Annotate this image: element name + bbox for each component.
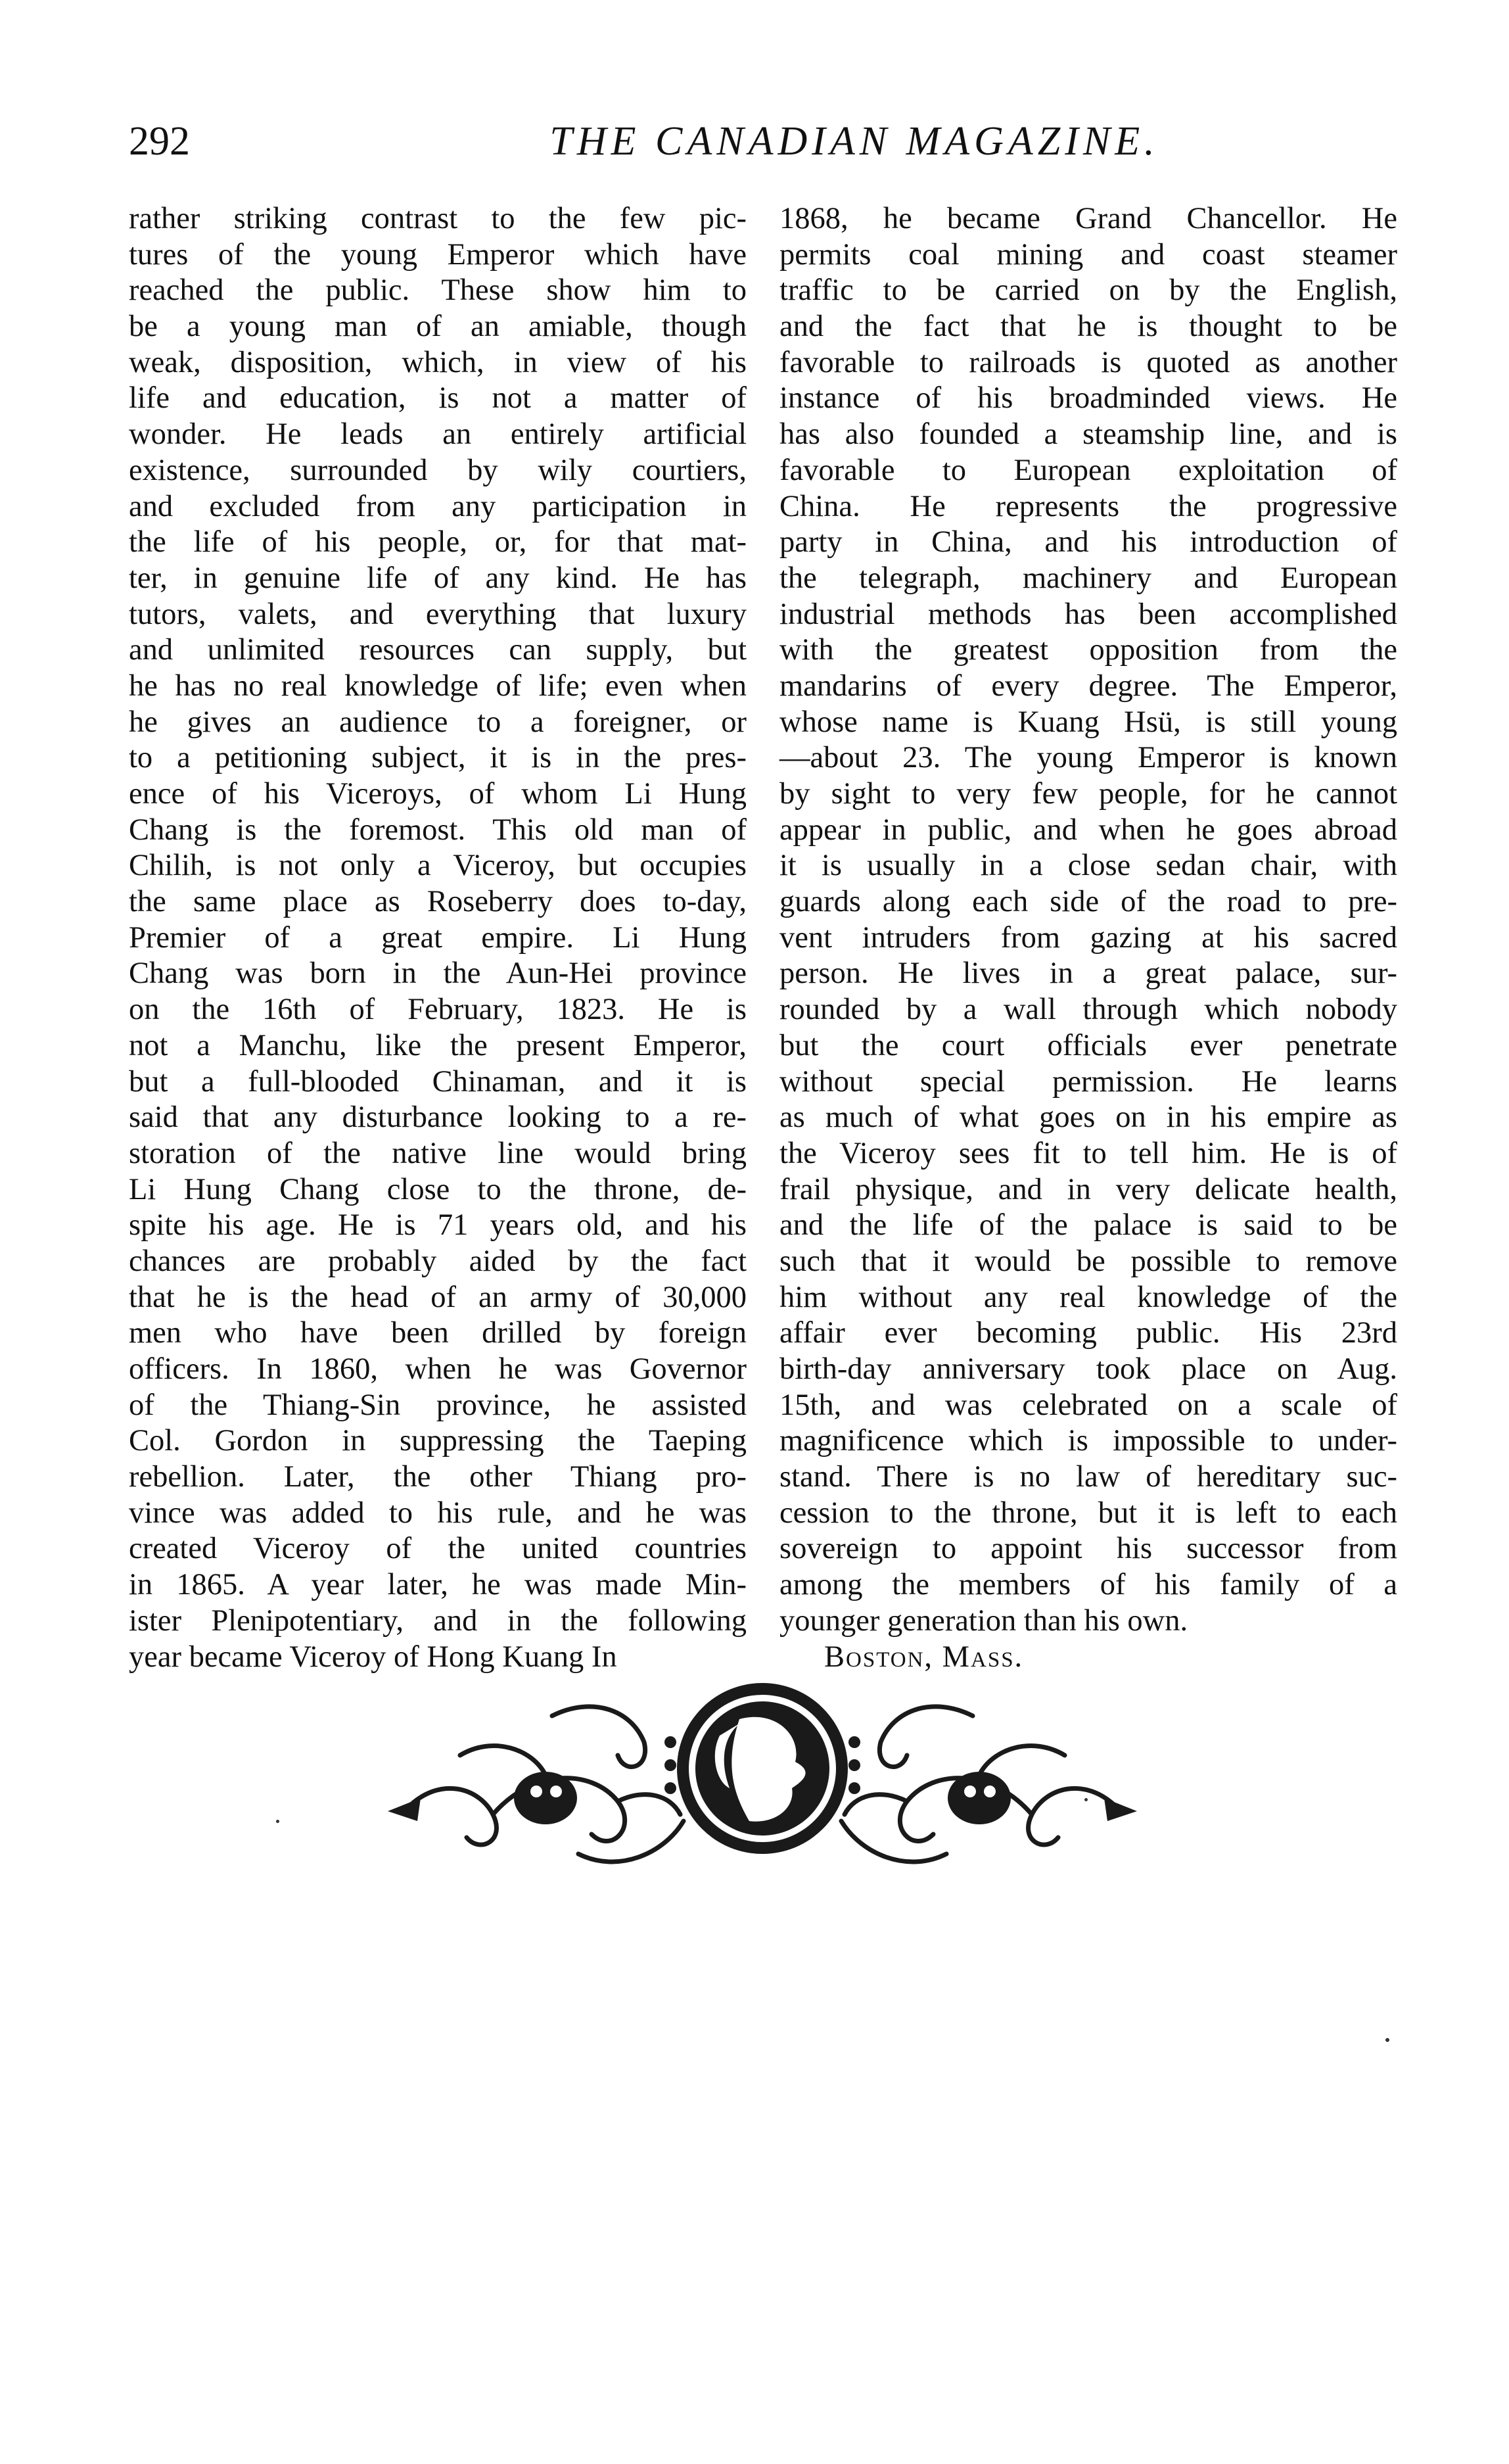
text-line: 15th, and was celebrated on a scale of [779, 1388, 1397, 1422]
text-line: the telegraph, machinery and European [779, 561, 1397, 595]
text-line: but a full-blooded Chinaman, and it is [129, 1064, 747, 1099]
text-line: rounded by a wall through which nobody [779, 993, 1397, 1027]
text-line: of the Thiang-Sin province, he assisted [129, 1388, 747, 1422]
text-line: instance of his broadminded views. He [779, 381, 1397, 415]
text-line: —about 23. The young Emperor is known [779, 741, 1397, 775]
decorative-tailpiece-ornament [381, 1657, 1144, 1880]
text-line: it is usually in a close sedan chair, with [779, 849, 1397, 883]
text-line: in 1865. A year later, he was made Min- [129, 1568, 747, 1602]
text-line: and unlimited resources can supply, but [129, 633, 747, 667]
text-line: he has no real knowledge of life; even when [129, 669, 747, 703]
text-line: officers. In 1860, when he was Governor [129, 1352, 747, 1386]
text-line: spite his age. He is 71 years old, and his [129, 1208, 747, 1243]
text-line: Chang was born in the Aun-Hei province [129, 957, 747, 991]
print-speck [1084, 1798, 1088, 1801]
text-line: among the members of his family of a [779, 1568, 1397, 1602]
text-line: as much of what goes on in his empire as [779, 1101, 1397, 1135]
text-line: to a petitioning subject, it is in the pres- [129, 741, 747, 775]
print-speck [1385, 2038, 1389, 2042]
text-line: existence, surrounded by wily courtiers, [129, 453, 747, 487]
text-line: Chang is the foremost. This old man of [129, 813, 747, 847]
text-line: not a Manchu, like the present Emperor, [129, 1028, 747, 1062]
text-line: that he is the head of an army of 30,000 [129, 1280, 747, 1314]
text-line: tures of the young Emperor which have [129, 237, 747, 272]
text-line: the Viceroy sees fit to tell him. He is of [779, 1136, 1397, 1170]
text-line: but the court officials ever penetrate [779, 1028, 1397, 1062]
text-line: mandarins of every degree. The Emperor, [779, 669, 1397, 703]
text-line: him without any real knowledge of the [779, 1280, 1397, 1314]
text-line: life and education, is not a matter of [129, 381, 747, 415]
text-line: frail physique, and in very delicate health, [779, 1172, 1397, 1206]
right-column [779, 201, 1397, 1675]
text-line: be a young man of an amiable, though [129, 310, 747, 344]
text-line: 1868, he became Grand Chancellor. He [779, 202, 1397, 235]
text-line: whose name is Kuang Hsü, is still young [779, 705, 1397, 739]
text-line: without special permission. He learns [779, 1064, 1397, 1099]
author-location-signoff: Boston, Mass. [824, 1640, 1024, 1674]
text-line: Premier of a great empire. Li Hung [129, 920, 747, 955]
text-line: tutors, valets, and everything that luxury [129, 597, 747, 631]
text-line: the same place as Roseberry does to-day, [129, 885, 747, 919]
text-line: favorable to European exploitation of [779, 453, 1397, 487]
text-line: traffic to be carried on by the English, [779, 273, 1397, 308]
text-line: cession to the throne, but it is left to each [779, 1496, 1397, 1530]
text-line: has also founded a steamship line, and is [779, 417, 1397, 452]
text-line: storation of the native line would bring [129, 1136, 747, 1170]
text-line: ence of his Viceroys, of whom Li Hung [129, 777, 747, 811]
text-line: ister Plenipotentiary, and in the following [129, 1603, 747, 1638]
left-column [129, 201, 747, 1675]
text-line: sovereign to appoint his successor from [779, 1532, 1397, 1566]
text-line: chances are probably aided by the fact [129, 1244, 747, 1278]
text-line: vince was added to his rule, and he was [129, 1496, 747, 1530]
text-line: ter, in genuine life of any kind. He has [129, 561, 747, 595]
text-line: vent intruders from gazing at his sacred [779, 920, 1397, 955]
text-line: reached the public. These show him to [129, 273, 747, 308]
text-line: the life of his people, or, for that mat- [129, 525, 747, 559]
text-line: rebellion. Later, the other Thiang pro- [129, 1460, 747, 1494]
text-line: appear in public, and when he goes abroad [779, 813, 1397, 847]
text-line: said that any disturbance looking to a re- [129, 1101, 747, 1135]
text-line: permits coal mining and coast steamer [779, 237, 1397, 272]
text-line: favorable to railroads is quoted as another [779, 345, 1397, 379]
text-line: on the 16th of February, 1823. He is [129, 993, 747, 1027]
text-line: industrial methods has been accomplished [779, 597, 1397, 631]
text-line: Li Hung Chang close to the throne, de- [129, 1172, 747, 1206]
text-line: magnificence which is impossible to under- [779, 1424, 1397, 1458]
text-line: China. He represents the progressive [779, 489, 1397, 523]
text-line: with the greatest opposition from the [779, 633, 1397, 667]
text-line: weak, disposition, which, in view of his [129, 345, 747, 379]
text-line: by sight to very few people, for he cannot [779, 777, 1397, 811]
text-line: and excluded from any participation in [129, 489, 747, 523]
text-line: party in China, and his introduction of [779, 525, 1397, 559]
text-line: Col. Gordon in suppressing the Taeping [129, 1424, 747, 1458]
text-line: and the fact that he is thought to be [779, 310, 1397, 344]
text-line: and the life of the palace is said to be [779, 1208, 1397, 1243]
text-line: guards along each side of the road to pre- [779, 885, 1397, 919]
text-line: created Viceroy of the united countries [129, 1532, 747, 1566]
text-line: such that it would be possible to remove [779, 1244, 1397, 1278]
page-number: 292 [129, 119, 190, 164]
text-line: rather striking contrast to the few pic- [129, 202, 747, 235]
text-line: birth-day anniversary took place on Aug. [779, 1352, 1397, 1386]
text-line: he gives an audience to a foreigner, or [129, 705, 747, 739]
text-line: Chilih, is not only a Viceroy, but occupies [129, 849, 747, 883]
print-speck [276, 1820, 279, 1823]
text-line: wonder. He leads an entirely artificial [129, 417, 747, 452]
text-line: men who have been drilled by foreign [129, 1316, 747, 1350]
text-line: person. He lives in a great palace, sur- [779, 957, 1397, 991]
text-line: affair ever becoming public. His 23rd [779, 1316, 1397, 1350]
text-line: stand. There is no law of hereditary suc- [779, 1460, 1397, 1494]
text-line: year became Viceroy of Hong Kuang In [129, 1640, 617, 1674]
running-title: THE CANADIAN MAGAZINE. [549, 119, 1159, 164]
text-line: younger generation than his own. [779, 1603, 1188, 1638]
